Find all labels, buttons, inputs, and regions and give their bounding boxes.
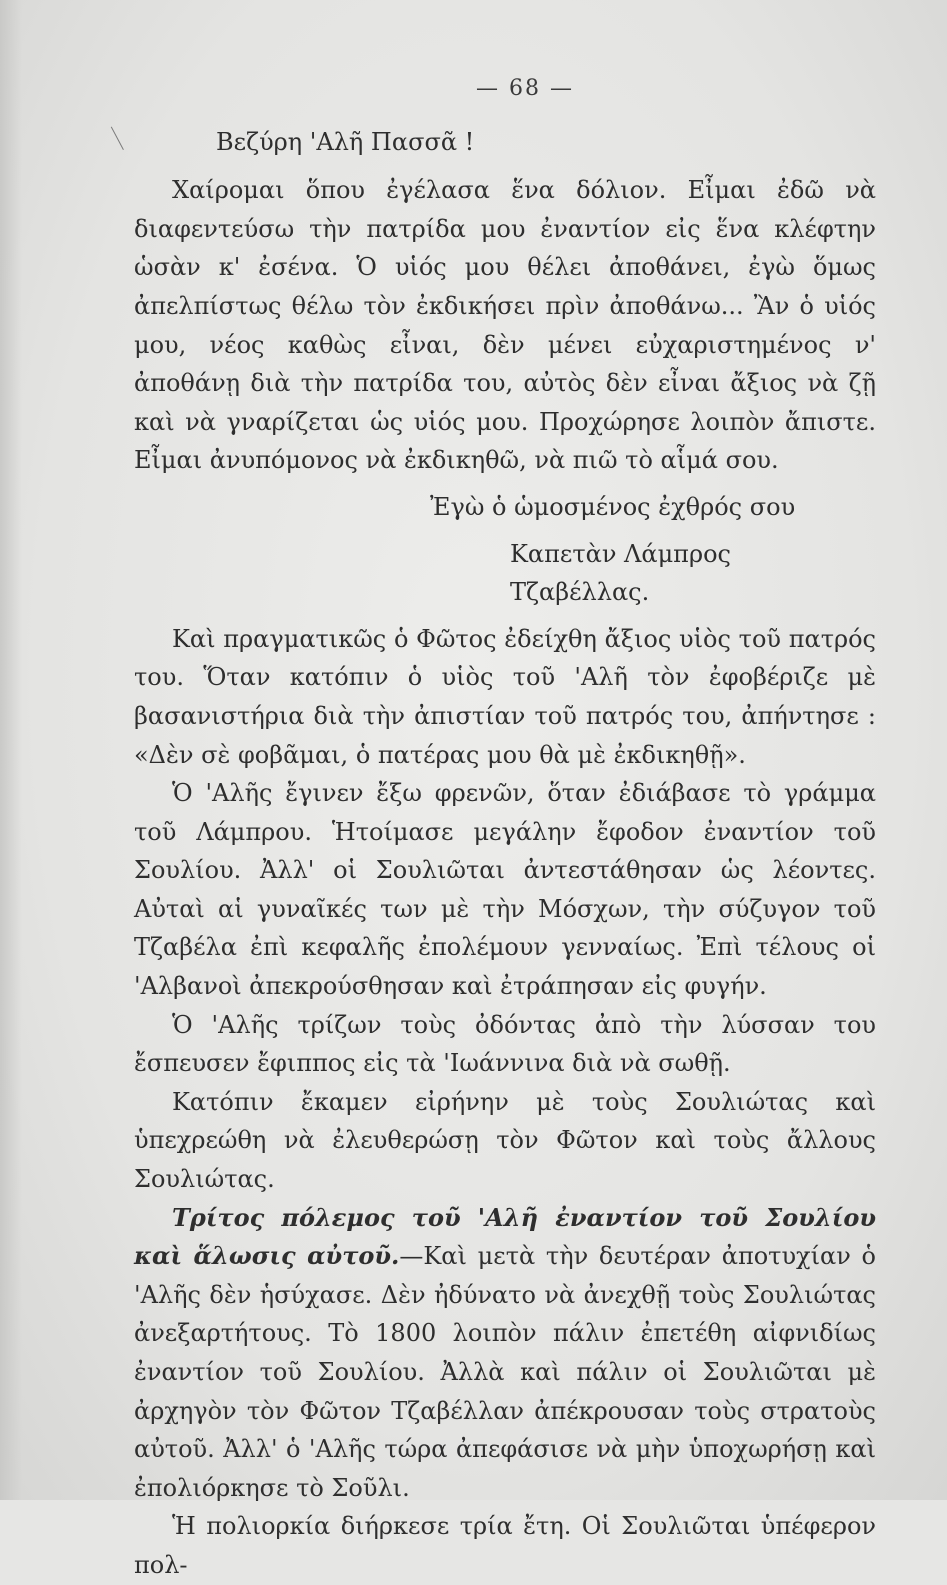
letter-signature: Καπετὰν Λάμπρος Τζαβέλλας.: [510, 539, 731, 607]
page-content: [134, 70, 876, 1585]
paragraph-1: Καὶ πραγματικῶς ὁ Φῶτος ἐδείχθη ἄξιος υἱὸς τοῦ πατρός του. Ὅταν κατόπιν ὁ υἱὸς τοῦ 'Αλῆ τὸν ἐφοβέριζε μὲ βασανιστήρια διὰ τὴν ἀπιστίαν τοῦ πατρός του, ἀπήντησε : «Δὲν σὲ φοβᾶμαι, ὁ πατέρας μου θὰ μὲ ἐκδικηθῇ».: [134, 624, 876, 769]
paragraph-4: Κατόπιν ἔκαμεν εἰρήνην μὲ τοὺς Σουλιώτας καὶ ὑπεχρεώθη νὰ ἐλευθερώσῃ τὸν Φῶτον καὶ τοὺς ἄλλους Σουλιώτας.: [134, 1087, 876, 1194]
page-number: — 68 —: [476, 76, 574, 101]
letter-body: Χαίρομαι ὅπου ἐγέλασα ἕνα δόλιον. Εἶμαι ἐδῶ νὰ διαφεντεύσω τὴν πατρίδα μου ἐναντίον εἰς ἕνα κλέφτην ὡσὰν κ' ἐσένα. Ὁ υἱός μου θέλει ἀποθάνει, ἐγὼ ὅμως ἀπελπίστως θέλω τὸν ἐκδικήσει πρὶν ἀποθάνω... Ἂν ὁ υἱός μου, νέος καθὼς εἶναι, δὲν μένει εὐχαριστημένος ν' ἀποθάνῃ διὰ τὴν πατρίδα του, αὐτὸς δὲν εἶναι ἄξιος νὰ ζῇ καὶ νὰ γναρίζεται ὡς υἱός μου. Προχώρησε λοιπὸν ἄπιστε. Εἶμαι ἀνυπόμονος νὰ ἐκδικηθῶ, νὰ πιῶ τὸ αἷμά σου.: [134, 176, 876, 475]
letter-closing: Ἐγὼ ὁ ὡμοσμένος ἐχθρός σου: [430, 492, 796, 521]
paragraph-2: Ὁ 'Αλῆς ἔγινεν ἔξω φρενῶν, ὅταν ἐδιάβασε τὸ γράμμα τοῦ Λάμπρου. Ἡτοίμασε μεγάλην ἔφοδον ἐναντίον τοῦ Σουλίου. Ἀλλ' οἱ Σουλιῶται ἀντεστάθησαν ὡς λέοντες. Αὐταὶ αἱ γυναῖκές των μὲ τὴν Μόσχων, τὴν σύζυγον τοῦ Τζαβέλα ἐπὶ κεφαλῆς ἐπολέμουν γενναίως. Ἐπὶ τέλους οἱ 'Αλβανοὶ ἀπεκρούσθησαν καὶ ἐτράπησαν εἰς φυγήν.: [134, 779, 876, 1001]
section-heading: Τρίτος πόλεμος τοῦ 'Αλῆ ἐναντίον τοῦ Σουλίου καὶ ἅλωσις αὐτοῦ.: [134, 1202, 876, 1271]
section-body: —Καὶ μετὰ τὴν δευτέραν ἀποτυχίαν ὁ 'Αλῆς δὲν ἡσύχασε. Δὲν ἠδύνατο νὰ ἀνεχθῇ τοὺς Σουλιώτας ἀνεξαρτήτους. Τὸ 1800 λοιπὸν πάλιν ἐπετέθη αἰφνιδίως ἐναντίον τοῦ Σουλίου. Ἀλλὰ καὶ πάλιν οἱ Σουλιῶται μὲ ἀρχηγὸν τὸν Φῶτον Τζαβέλλαν ἀπέκρουσαν τοὺς στρατοὺς αὐτοῦ. Ἀλλ' ὁ 'Αλῆς τώρα ἀπεφάσισε νὰ μὴν ὑποχωρήσῃ καὶ ἐπολιόρκησε τὸ Σοῦλι.: [134, 1242, 876, 1502]
page-edge-shadow: [0, 0, 22, 1500]
paragraph-3: Ὁ 'Αλῆς τρίζων τοὺς ὀδόντας ἀπὸ τὴν λύσσαν του ἔσπευσεν ἔφιππος εἰς τὰ 'Ιωάννινα διὰ νὰ σωθῇ.: [134, 1010, 876, 1078]
pencil-check-mark: [111, 120, 136, 150]
paragraph-6: Ἡ πολιορκία διήρκεσε τρία ἔτη. Οἱ Σουλιῶται ὑπέφερον πολ-: [134, 1512, 876, 1579]
letter-salutation: Βεζύρη 'Αλῆ Πασσᾶ !: [216, 127, 475, 156]
paragraph-5: [134, 1199, 876, 1508]
